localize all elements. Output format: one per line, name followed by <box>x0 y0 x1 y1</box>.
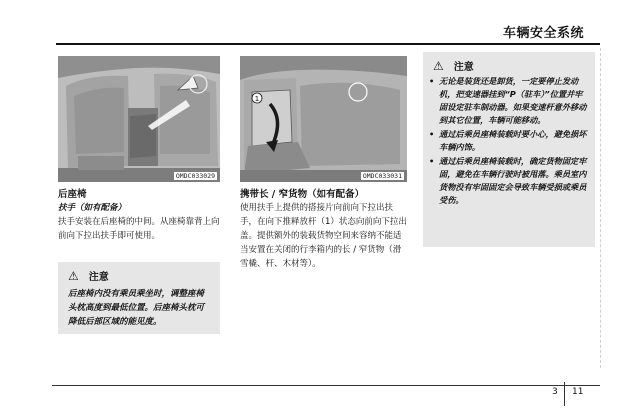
long-cargo-body-text: 使用扶手上提供的搭接片向前向下拉出扶手，在向下推释放杆（1）状态向前向下拉出盖。提供额外的装载货物空间来容纳不能适当安置在关闭的行李箱内的长 / 窄货物（滑雪橇、杆、木材等）。 <box>240 203 407 269</box>
caution-item: • 通过后乘员座椅装载时，确定货物固定牢固，避免在车辆行驶时被甩落。乘员室内货物没有牢固固定会导致车辆受损或乘员受伤。 <box>429 155 587 207</box>
page-number: 11 <box>572 387 584 397</box>
page-header-title: 车辆安全系统 <box>502 26 584 41</box>
armrest-body-text: 扶手安装在后座椅的中间。从座椅靠背上向前向下拉出扶手即可使用。 <box>58 217 220 241</box>
caution-text: 后座椅内没有乘员乘坐时，调整座椅头枕高度到最低位置。后座椅头枕可降低后部区域的能见度。 <box>68 289 205 327</box>
caution-box-headrest <box>58 262 220 334</box>
warning-icon: ⚠ <box>68 268 79 283</box>
callout-number: 1 <box>254 95 260 103</box>
caution-box-cargo <box>423 52 595 247</box>
section-title-rear-seat: 后座椅 <box>58 189 87 200</box>
page-separator <box>564 382 565 406</box>
chapter-number: 3 <box>552 387 558 397</box>
photo-id: OMDC033029 <box>175 172 215 180</box>
subtitle-armrest: 扶手（如有配备） <box>58 203 127 213</box>
header-rule <box>56 43 600 45</box>
footer-rule <box>52 385 600 386</box>
caution-list <box>423 75 595 214</box>
caution-item: • 通过后乘员座椅装载时要小心，避免损坏车辆内饰。 <box>429 128 587 154</box>
section-title-long-cargo: 携带长 / 窄货物（如有配备） <box>240 189 365 200</box>
caution-item: • 无论是装货还是卸货，一定要停止发动机，把变速器挂到“P（驻车）”位置并牢固设定驻车制动器。如果变速杆意外移动到其它位置，车辆可能移动。 <box>429 75 587 127</box>
photo-id: OMDC033031 <box>362 172 402 180</box>
warning-icon: ⚠ <box>433 58 444 73</box>
cargo-passthrough-photo <box>240 56 407 182</box>
caution-title: 注意 <box>453 62 474 73</box>
armrest-photo <box>58 56 220 182</box>
caution-title: 注意 <box>88 272 109 283</box>
column-dash-guide <box>600 48 601 368</box>
